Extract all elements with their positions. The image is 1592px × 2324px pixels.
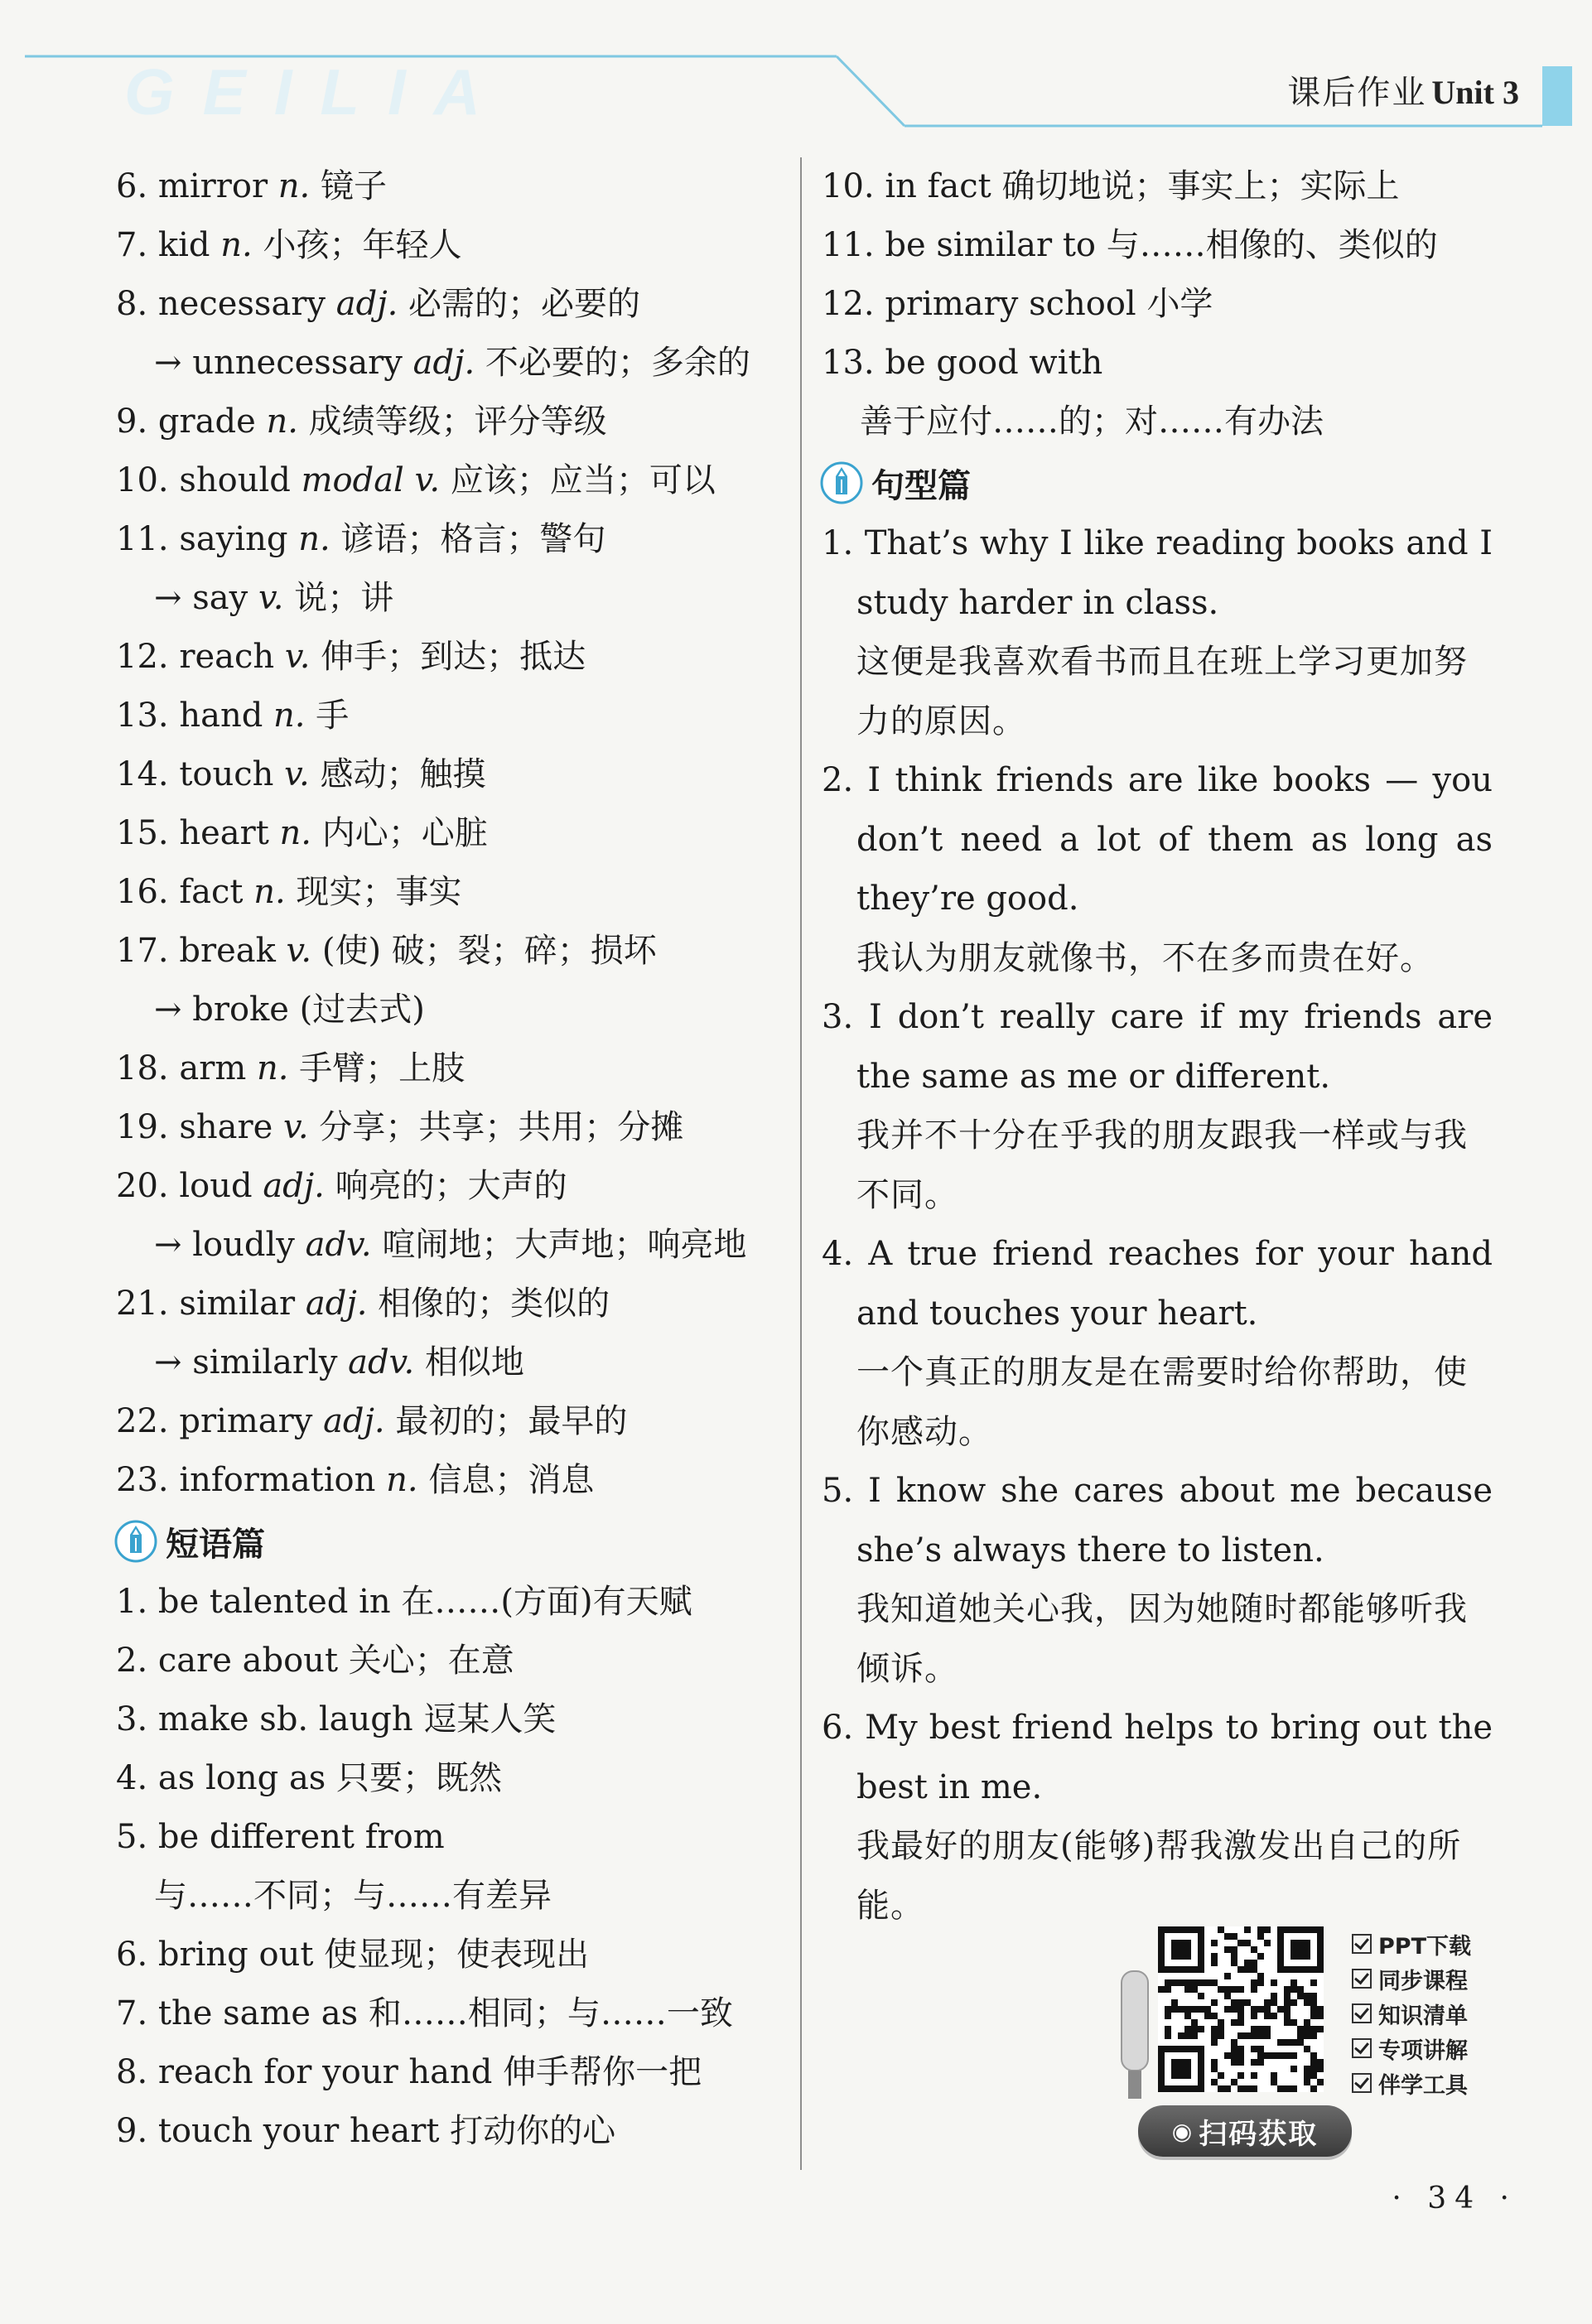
vocab-item [116,863,787,922]
sentence-translation: 我认为朋友就像书，不在多而贵在好。 [856,938,1434,977]
vocab-item [116,1275,787,1333]
phrase-item [822,157,1493,216]
qr-feature-label: 伴学工具 [1378,2072,1468,2099]
sentence-english [822,1462,1493,1580]
phrase-item [116,1690,787,1749]
vocab-meaning: 伸手；到达；抵达 [321,638,586,676]
vocab-meaning: 现实；事实 [296,873,462,911]
qr-feature-item [1352,1961,1471,1996]
item-number: 15. [116,814,169,852]
vocab-list [116,157,787,1510]
vocab-word: mirror [157,167,268,205]
qr-feature-label: 同步课程 [1378,1968,1468,1994]
phrase-item [116,1926,787,1984]
part-of-speech: adj. [305,1285,368,1323]
qr-feature-label: 知识清单 [1378,2003,1468,2029]
part-of-speech: adj. [412,344,475,382]
sentence-item [822,1225,1493,1462]
qr-promo [1110,1921,1508,2170]
sentence-english-text: I think friends are like books — you don’t need a lot of them as long as they’re good. [856,761,1493,918]
vocab-word: grade [157,403,256,441]
vocab-meaning: 谚语；格言；警句 [340,520,606,558]
part-of-speech: v. [283,1108,309,1146]
vocab-word: saying [179,520,288,558]
vocab-word: information [179,1461,376,1499]
watermark-text: GEILIA [124,55,509,128]
checkbox-checked-icon [1352,2073,1372,2093]
vocab-word: similarly [192,1343,338,1381]
item-number: 9. [116,2112,148,2150]
vocab-meaning: 分享；共享；共用；分摊 [319,1108,684,1146]
item-number: → [154,579,182,617]
part-of-speech: n. [298,520,330,558]
item-number: 19. [116,1108,169,1146]
vocab-meaning: (过去式) [299,991,425,1029]
item-number: 4. [116,1759,148,1797]
eye-scan-icon: ◉ [1171,2117,1194,2145]
item-number: 10. [822,167,875,205]
sentence-translation: 我最好的朋友(能够)帮我激发出自己的所能。 [856,1827,1462,1925]
phrase-text: 与……不同；与……有差异 [154,1877,552,1915]
item-number: 2. [822,761,854,799]
vocab-meaning: 相像的；类似的 [378,1285,610,1323]
sentence-item [822,1699,1493,1936]
vocab-meaning: 响亮的；大声的 [335,1167,567,1205]
item-number: 20. [116,1167,169,1205]
item-number: 3. [822,998,854,1036]
magnifier-decoration-icon [1110,1963,1160,2104]
sentence-english-text: A true friend reaches for your hand and touches your heart. [856,1235,1493,1333]
part-of-speech: adv. [348,1343,415,1381]
vocab-meaning: 感动；触摸 [320,755,486,793]
phrase-item [116,2043,787,2102]
vocab-meaning: 小孩；年轻人 [263,226,462,264]
vocab-item [116,216,787,275]
item-number: 11. [822,226,875,264]
phrases-section-title: 短语篇 [166,1525,265,1564]
vocab-item [116,334,787,393]
item-number: 1. [116,1583,148,1621]
phrase-text: touch your heart 打动你的心 [157,2112,616,2150]
item-number: 12. [822,285,875,323]
item-number: 7. [116,1994,148,2032]
item-number: 14. [116,755,169,793]
item-number: 5. [116,1818,148,1856]
vocab-word: primary [179,1402,313,1440]
phrase-item [116,1573,787,1632]
header-title-cn: 课后作业 [1287,74,1427,112]
vocab-meaning: 成绩等级；评分等级 [308,403,607,441]
item-number: 11. [116,520,169,558]
vocab-item [116,1216,787,1275]
vocab-word: kid [157,226,210,264]
item-number: 9. [116,403,148,441]
sentence-english [822,1225,1493,1343]
item-number: 8. [116,285,148,323]
vocab-word: broke [192,991,289,1029]
vocab-word: loudly [192,1226,295,1264]
sentence-english-text: I don’t really care if my friends are the same as me or different. [856,998,1493,1096]
part-of-speech: adj. [335,285,398,323]
part-of-speech: v. [258,579,284,617]
vocab-item [116,1039,787,1098]
phrase-text: bring out 使显现；使表现出 [157,1936,590,1974]
sentence-english-text: My best friend helps to bring out the best in me. [856,1709,1493,1806]
part-of-speech: n. [266,403,298,441]
sentence-english-text: I know she cares about me because she’s always there to listen. [856,1472,1493,1569]
part-of-speech: n. [277,167,311,205]
sentence-list [822,514,1493,1936]
sentence-item [822,514,1493,751]
phrase-item [822,216,1493,275]
part-of-speech: v. [284,638,311,676]
vocab-item [116,1333,787,1392]
vocab-meaning: (使) 破；裂；碎；损坏 [321,932,657,970]
phrase-item [116,1984,787,2043]
part-of-speech: v. [284,755,310,793]
sentences-section-header [820,451,1493,514]
vocab-meaning: 信息；消息 [428,1461,595,1499]
vocab-word: loud [179,1167,253,1205]
phrases-section-header [114,1510,787,1573]
part-of-speech: n. [273,697,306,735]
sentence-item [822,988,1493,1225]
vocab-item [116,569,787,628]
vocab-word: reach [179,638,275,676]
vocab-meaning: 镜子 [320,167,387,205]
checkbox-checked-icon [1352,2003,1372,2023]
qr-feature-item [1352,1996,1471,2031]
item-number: 16. [116,873,169,911]
part-of-speech: adj. [323,1402,385,1440]
left-column [116,157,787,2161]
part-of-speech: n. [256,1049,289,1087]
vocab-meaning: 说；讲 [294,579,394,617]
qr-feature-label: 专项讲解 [1378,2037,1468,2064]
part-of-speech: adv. [305,1226,372,1264]
vocab-word: hand [179,697,263,735]
sentence-english [822,1699,1493,1817]
vocab-word: unnecessary [192,344,403,382]
phrase-text: be good with [885,344,1103,382]
sentence-english [822,988,1493,1107]
right-column [822,157,1493,1936]
vocab-meaning: 喧闹地；大声地；响亮地 [382,1226,747,1264]
sentence-translation: 我并不十分在乎我的朋友跟我一样或与我不同。 [856,1116,1468,1214]
vocab-item [116,157,787,216]
sentence-english [822,514,1493,633]
vocab-word: touch [179,755,274,793]
item-number: 12. [116,638,169,676]
item-number: 23. [116,1461,169,1499]
phrase-text: reach for your hand 伸手帮你一把 [157,2053,702,2091]
item-number: 18. [116,1049,169,1087]
item-number: 6. [116,1936,148,1974]
item-number: → [154,344,182,382]
vocab-meaning: 必需的；必要的 [408,285,641,323]
part-of-speech: adj. [263,1167,325,1205]
qr-code[interactable] [1158,1926,1324,2092]
vocab-word: similar [179,1285,296,1323]
phrase-item [822,393,1493,451]
phrase-text: be talented in 在……(方面)有天赋 [157,1583,692,1621]
qr-feature-list [1352,1926,1471,2100]
pencil-badge-icon [114,1518,157,1565]
vocab-word: fact [179,873,244,911]
item-number: 2. [116,1642,148,1680]
vocab-item [116,393,787,451]
sentences-section-title: 句型篇 [871,466,971,505]
phrase-item [116,1867,787,1926]
item-number: 4. [822,1235,854,1273]
vocab-word: should [179,461,291,499]
vocab-item [116,1392,787,1451]
qr-feature-item [1352,2031,1471,2066]
item-number: 8. [116,2053,148,2091]
phrase-text: care about 关心；在意 [157,1642,514,1680]
sentence-english [822,751,1493,929]
header-unit: Unit 3 [1431,74,1519,111]
vocab-item [116,451,787,510]
phrase-item [822,275,1493,334]
vocab-meaning: 内心；心脏 [321,814,488,852]
vocab-word: heart [179,814,269,852]
phrase-text: primary school 小学 [885,285,1213,323]
vocab-item [116,804,787,863]
vocab-word: necessary [157,285,326,323]
page-header-title [1287,66,1519,113]
part-of-speech: n. [386,1461,418,1499]
part-of-speech: v. [286,932,312,970]
vocab-word: share [179,1108,273,1146]
qr-feature-item [1352,1926,1471,1961]
checkbox-checked-icon [1352,1934,1372,1954]
checkbox-checked-icon [1352,1969,1372,1989]
vocab-meaning: 不必要的；多余的 [485,344,750,382]
vocab-meaning: 手 [316,697,350,735]
vocab-item [116,275,787,334]
vocab-item [116,981,787,1039]
item-number: 7. [116,226,148,264]
phrase-text: the same as 和……相同；与……一致 [157,1994,733,2032]
vocab-item [116,510,787,569]
vocab-item [116,1098,787,1157]
item-number: 17. [116,932,169,970]
phrase-text: as long as 只要；既然 [157,1759,503,1797]
phrase-text: be different from [157,1818,445,1856]
sentence-translation: 这便是我喜欢看书而且在班上学习更加努力的原因。 [856,643,1468,740]
sentence-english-text: That’s why I like reading books and I study harder in class. [856,524,1493,622]
sentence-translation: 一个真正的朋友是在需要时给你帮助，使你感动。 [856,1353,1468,1451]
page-number: · 34 · [1392,2182,1517,2216]
vocab-meaning: 应该；应当；可以 [450,461,716,499]
item-number: 5. [822,1472,854,1510]
item-number: 10. [116,461,169,499]
sentence-item [822,1462,1493,1699]
scan-button-label: 扫码获取 [1199,2117,1319,2151]
phrase-list-right [822,157,1493,451]
phrase-list-left [116,1573,787,2161]
phrase-item [116,1632,787,1690]
phrase-text: be similar to 与……相像的、类似的 [885,226,1438,264]
item-number: → [154,1343,182,1381]
phrase-text: in fact 确切地说；事实上；实际上 [885,167,1400,205]
item-number: 3. [116,1700,148,1738]
vocab-item [116,922,787,981]
vocab-item [116,687,787,745]
item-number: 6. [822,1709,854,1747]
part-of-speech: n. [279,814,312,852]
qr-feature-item [1352,2066,1471,2100]
item-number: → [154,991,182,1029]
vocab-meaning: 手臂；上肢 [299,1049,466,1087]
item-number: 6. [116,167,148,205]
vocab-item [116,1157,787,1216]
phrase-item [116,2102,787,2161]
item-number: 13. [116,697,169,735]
item-number: 13. [822,344,875,382]
vocab-meaning: 相似地 [424,1343,524,1381]
phrase-text: 善于应付……的；对……有办法 [860,403,1324,441]
item-number: 21. [116,1285,169,1323]
phrase-item [116,1749,787,1808]
qr-feature-label: PPT下载 [1378,1933,1471,1960]
scan-button[interactable] [1138,2105,1352,2157]
vocab-meaning: 最初的；最早的 [395,1402,628,1440]
part-of-speech: modal v. [301,461,441,499]
phrase-item [116,1808,787,1867]
vocab-word: break [179,932,276,970]
vocab-item [116,745,787,804]
sentence-translation: 我知道她关心我，因为她随时都能够听我倾诉。 [856,1590,1468,1688]
item-number: → [154,1226,182,1264]
part-of-speech: n. [220,226,253,264]
item-number: 1. [822,524,854,562]
item-number: 22. [116,1402,169,1440]
vocab-item [116,628,787,687]
phrase-item [822,334,1493,393]
phrase-text: make sb. laugh 逗某人笑 [157,1700,557,1738]
vocab-word: say [192,579,248,617]
column-divider [800,157,802,2170]
part-of-speech: n. [253,873,286,911]
checkbox-checked-icon [1352,2038,1372,2058]
vocab-word: arm [179,1049,247,1087]
sentence-item [822,751,1493,988]
pencil-badge-icon [820,460,863,506]
vocab-item [116,1451,787,1510]
